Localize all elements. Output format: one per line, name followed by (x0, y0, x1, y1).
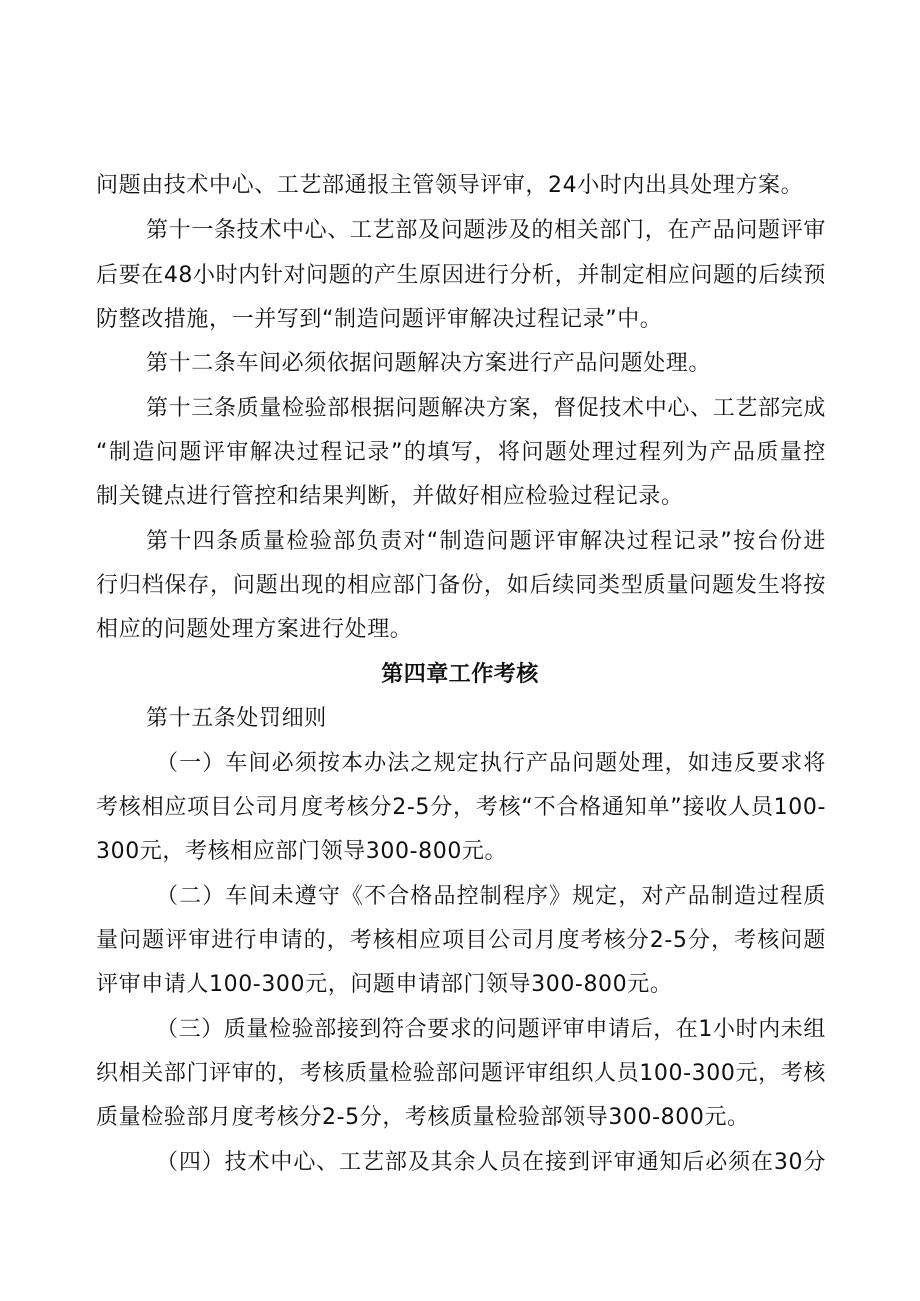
clause-4-line-1: （四）技术中心、工艺部及其余人员在接到评审通知后必须在30分 (156, 1150, 826, 1175)
clause-1-line-1: （一）车间必须按本办法之规定执行产品问题处理，如违反要求将 (156, 751, 826, 776)
clause-2-line-1: （二）车间未遵守《不合格品控制程序》规定，对产品制造过程质 (156, 884, 826, 909)
clause-3-line-2: 织相关部门评审的，考核质量检验部问题评审组织人员100-300元，考核 (96, 1061, 826, 1086)
article-14-line-1: 第十四条质量检验部负责对“制造问题评审解决过程记录”按台份进 (146, 529, 826, 554)
clause-2-line-3: 评审申请人100-300元，问题申请部门领导300-800元。 (96, 972, 673, 997)
article-12-line-1: 第十二条车间必须依据问题解决方案进行产品问题处理。 (146, 351, 712, 376)
article-15-title: 第十五条处罚细则 (146, 706, 327, 731)
article-11-line-1: 第十一条技术中心、工艺部及问题涉及的相关部门，在产品问题评审 (146, 218, 826, 243)
article-11-line-2: 后要在48小时内针对问题的产生原因进行分析，并制定相应问题的后续预 (96, 263, 826, 288)
clause-3-line-1: （三）质量检验部接到符合要求的问题评审申请后，在1小时内未组 (156, 1017, 826, 1042)
article-14-line-3: 相应的问题处理方案进行处理。 (96, 617, 413, 642)
chapter-heading: 第四章工作考核 (381, 662, 539, 687)
clause-2-line-2: 量问题评审进行申请的，考核相应项目公司月度考核分2-5分，考核问题 (96, 928, 826, 953)
article-13-line-1: 第十三条质量检验部根据问题解决方案，督促技术中心、工艺部完成 (146, 396, 826, 421)
clause-1-line-2: 考核相应项目公司月度考核分2-5分，考核“不合格通知单”接收人员100- (96, 795, 826, 820)
clause-3-line-3: 质量检验部月度考核分2-5分，考核质量检验部领导300-800元。 (96, 1105, 750, 1130)
article-13-line-3: 制关键点进行管控和结果判断，并做好相应检验过程记录。 (96, 484, 684, 509)
article-11-line-3: 防整改措施，一并写到“制造问题评审解决过程记录”中。 (96, 307, 663, 332)
text-line-1: 问题由技术中心、工艺部通报主管领导评审，24小时内出具处理方案。 (96, 173, 804, 198)
article-14-line-2: 行归档保存，问题出现的相应部门备份，如后续同类型质量问题发生将按 (96, 573, 826, 598)
clause-1-line-3: 300元，考核相应部门领导300-800元。 (96, 839, 508, 864)
article-13-line-2: “制造问题评审解决过程记录”的填写，将问题处理过程列为产品质量控 (96, 440, 826, 465)
